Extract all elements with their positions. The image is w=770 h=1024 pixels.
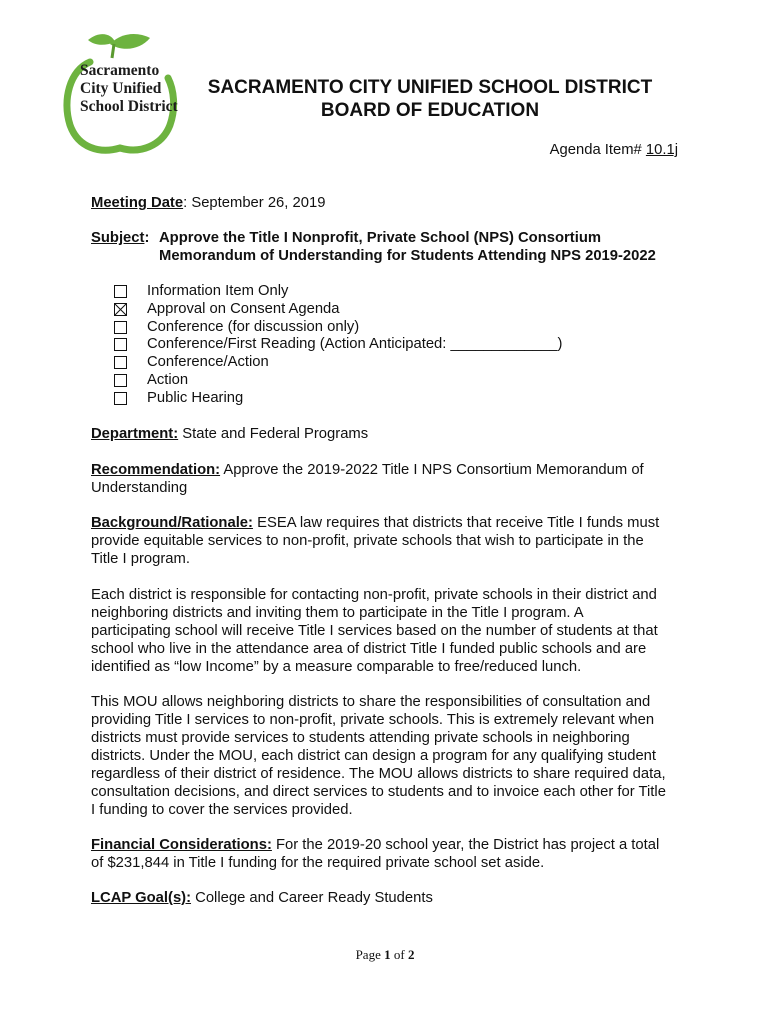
agenda-number: 10.1j	[645, 142, 678, 158]
lcap-goals: LCAP Goal(s): College and Career Ready Students	[91, 890, 433, 906]
background-rationale: Background/Rationale: ESEA law requires that districts that receive Title I funds must provide equitable services to non-profit, private schools that wish to participate in the Title I program.	[91, 515, 660, 567]
option-checkbox[interactable]	[114, 285, 127, 298]
financial-considerations: Financial Considerations: For the 2019-20 school year, the District has project a total of $231,844 in Title I funding for the required private school set aside.	[91, 837, 660, 871]
document-subtitle: BOARD OF EDUCATION	[320, 100, 540, 121]
option-checkbox[interactable]	[114, 356, 127, 369]
option-checkbox[interactable]	[114, 321, 127, 334]
subject-line-2: Memorandum of Understanding for Students Attending NPS 2019-2022	[159, 248, 656, 264]
paragraph-district-responsibility: Each district is responsible for contacting non-profit, private schools in their district and neighboring districts and inviting them to participate in the Title I program. A participating school will receive Title I services based on the number of students at that school who live in the attendance area of district Title I funded public schools and are identified as “low Income” by a measure comparable to free/reduced lunch.	[91, 587, 658, 675]
page-footer: Page 1 of 2	[355, 947, 415, 962]
option-label: Conference/First Reading (Action Anticipated: _____________)	[147, 336, 563, 353]
recommendation: Recommendation: Approve the 2019-2022 Title I NPS Consortium Memorandum of Understanding	[91, 462, 644, 496]
option-checkbox[interactable]	[114, 303, 127, 316]
option-label: Public Hearing	[147, 389, 244, 406]
agenda-item: Agenda Item# 10.1j	[549, 142, 678, 158]
department: Department: State and Federal Programs	[91, 426, 369, 442]
option-checkbox[interactable]	[114, 338, 127, 351]
subject-label: Subject:	[91, 230, 150, 246]
option-label: Information Item Only	[147, 283, 289, 299]
option-checkbox[interactable]	[114, 374, 127, 387]
option-label: Action	[147, 372, 189, 388]
option-label: Conference/Action	[147, 354, 269, 371]
logo-text: Sacramento City Unified School District	[80, 62, 178, 115]
subject-line-1: Approve the Title I Nonprofit, Private School (NPS) Consortium	[159, 230, 602, 246]
meeting-date: Meeting Date: September 26, 2019	[91, 195, 326, 211]
document-title: SACRAMENTO CITY UNIFIED SCHOOL DISTRICT	[207, 77, 653, 98]
option-label: Conference (for discussion only)	[147, 318, 360, 335]
option-label: Approval on Consent Agenda	[147, 300, 340, 317]
paragraph-mou: This MOU allows neighboring districts to share the responsibilities of consultation and providing Title I services to non-profit, private schools. This is extremely relevant when districts must provide services to students attending private schools in neighboring districts. Under the MOU, each district can design a program for any qualifying student regardless of their district of residence. The MOU allows districts to share required data, consultation decisions, and direct services to students and to invoice each other for Title I funding to cover the services provided.	[91, 694, 666, 818]
checkmark-x-icon	[115, 304, 126, 315]
option-checkbox[interactable]	[114, 392, 127, 405]
